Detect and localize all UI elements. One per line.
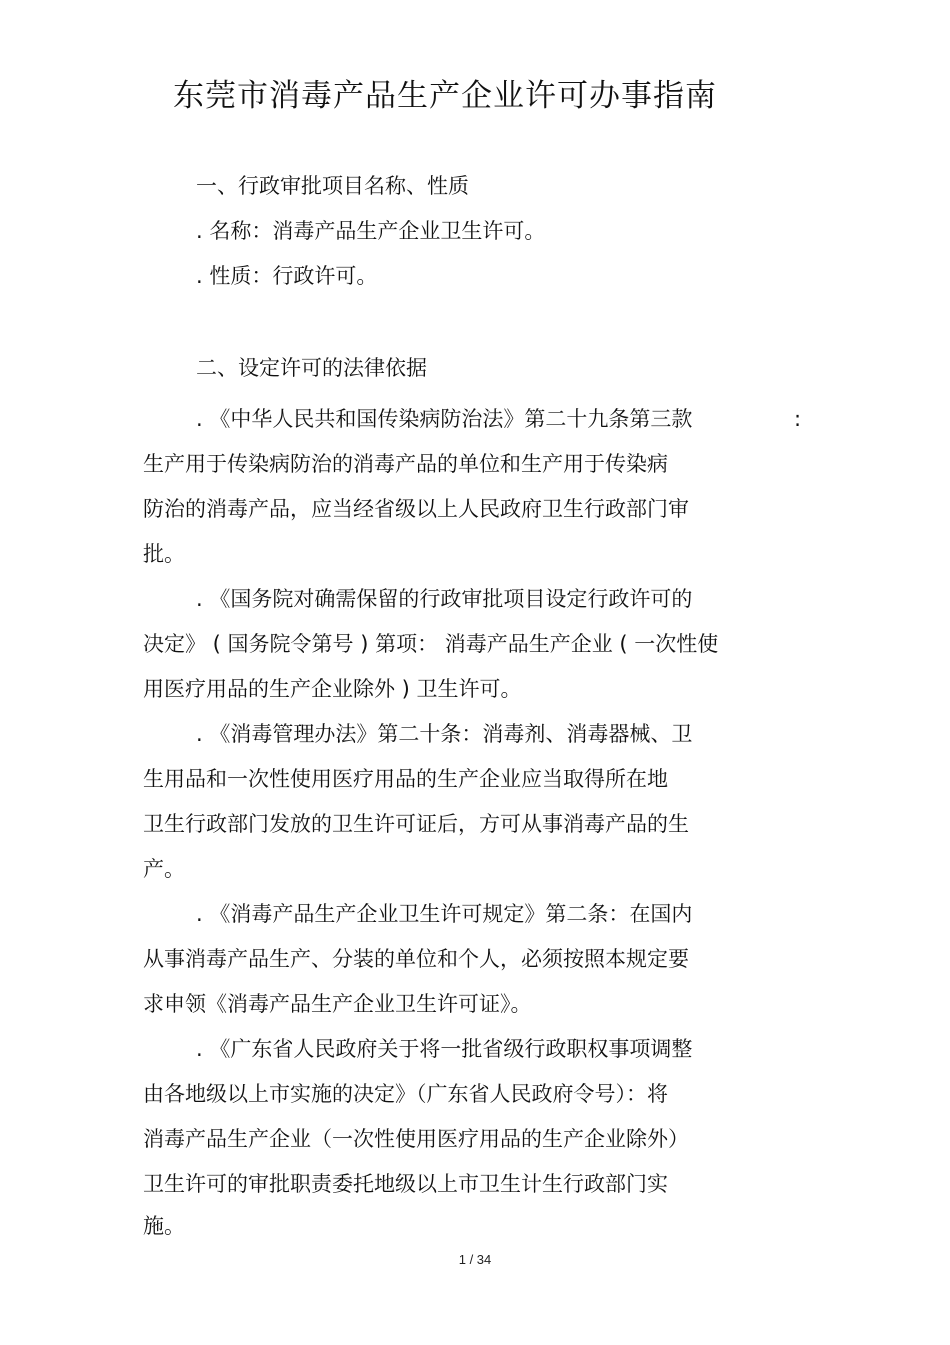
law-basis-5-line-3: 消毒产品生产企业（一次性使用医疗用品的生产企业除外） <box>143 1127 689 1151</box>
section-1-heading: 一、行政审批项目名称、性质 <box>196 174 469 198</box>
section-1-item-nature: . 性质：行政许可。 <box>196 264 378 288</box>
law-basis-3-line-1: . 《消毒管理办法》第二十条：消毒剂、消毒器械、卫 <box>196 722 693 746</box>
law-basis-4-line-2: 从事消毒产品生产、分装的单位和个人，必须按照本规定要 <box>143 947 689 971</box>
law-basis-5-line-5: 施。 <box>143 1214 185 1238</box>
law-basis-1-line-4: 批。 <box>143 542 185 566</box>
law-basis-2-line-3: 用医疗用品的生产企业除外 ) 卫生许可。 <box>143 677 522 701</box>
law-basis-4-line-3: 求申领《消毒产品生产企业卫生许可证》。 <box>143 992 532 1016</box>
law-basis-4-line-1: . 《消毒产品生产企业卫生许可规定》第二条：在国内 <box>196 902 693 926</box>
law-basis-1-line-1: . 《中华人民共和国传染病防治法》第二十九条第三款 <box>196 407 693 431</box>
law-basis-5-line-1: . 《广东省人民政府关于将一批省级行政职权事项调整 <box>196 1037 693 1061</box>
law-basis-1-colon: : <box>794 407 802 431</box>
section-1-item-name: . 名称：消毒产品生产企业卫生许可。 <box>196 219 546 243</box>
page-number: 1 / 34 <box>458 1252 492 1267</box>
law-basis-5-line-2: 由各地级以上市实施的决定》（广东省人民政府令号）：将 <box>143 1082 668 1106</box>
law-basis-3-line-4: 产。 <box>143 857 185 881</box>
law-basis-5-line-4: 卫生许可的审批职责委托地级以上市卫生计生行政部门实 <box>143 1172 668 1196</box>
law-basis-2-line-1: . 《国务院对确需保留的行政审批项目设定行政许可的 <box>196 587 693 611</box>
law-basis-1-line-2: 生产用于传染病防治的消毒产品的单位和生产用于传染病 <box>143 452 668 476</box>
law-basis-1-line-3: 防治的消毒产品，应当经省级以上人民政府卫生行政部门审 <box>143 497 689 521</box>
law-basis-3-line-2: 生用品和一次性使用医疗用品的生产企业应当取得所在地 <box>143 767 668 791</box>
document-title: 东莞市消毒产品生产企业许可办事指南 <box>173 78 717 114</box>
law-basis-3-line-3: 卫生行政部门发放的卫生许可证后，方可从事消毒产品的生 <box>143 812 689 836</box>
law-basis-2-line-2: 决定》 ( 国务院令第号 ) 第项： 消毒产品生产企业 ( 一次性使 <box>143 632 719 656</box>
section-2-heading: 二、设定许可的法律依据 <box>196 356 427 380</box>
